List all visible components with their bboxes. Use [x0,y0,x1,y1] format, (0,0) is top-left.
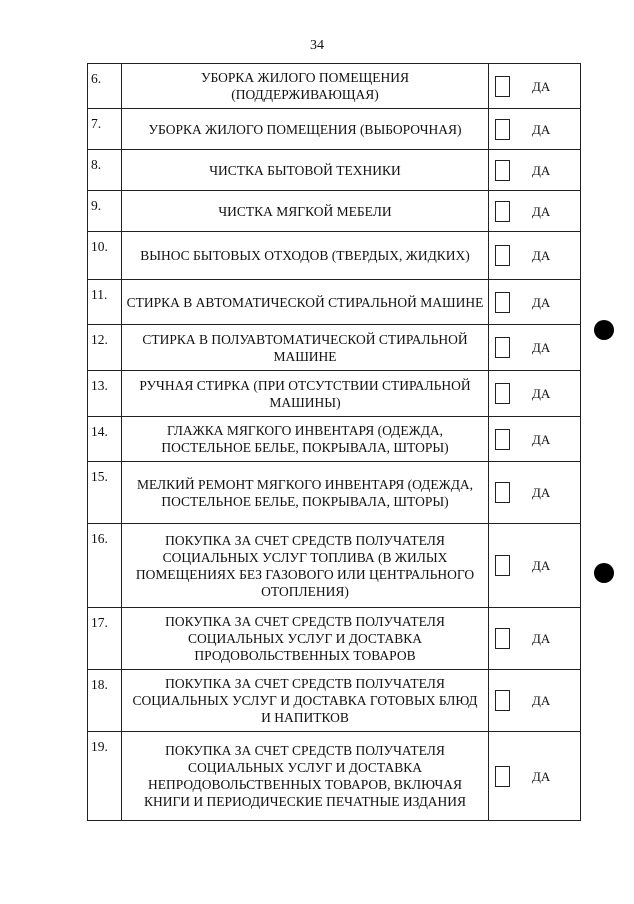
answer-cell [489,524,581,608]
answer-label: ДА [532,121,551,137]
answer-group [489,201,580,222]
answer-label: ДА [532,693,551,708]
answer-label: ДА [532,294,551,310]
service-name: ЧИСТКА БЫТОВОЙ ТЕХНИКИ [122,150,489,191]
table-row [88,150,581,191]
checkbox[interactable] [495,383,510,404]
answer-cell [489,417,581,462]
row-number: 6. [88,64,122,109]
row-number: 14. [88,417,122,462]
service-name: ГЛАЖКА МЯГКОГО ИНВЕНТАРЯ (ОДЕЖДА, ПОСТЕЛЬНОЕ БЕЛЬЕ, ПОКРЫВАЛА, ШТОРЫ) [122,417,489,462]
checkbox[interactable] [495,201,510,222]
answer-group [489,119,580,140]
row-number: 11. [88,280,122,325]
answer-cell [489,232,581,280]
answer-cell [489,150,581,191]
binder-hole-upper [594,320,614,340]
service-name: РУЧНАЯ СТИРКА (ПРИ ОТСУТСТВИИ СТИРАЛЬНОЙ МАШИНЫ) [122,371,489,417]
answer-cell [489,462,581,524]
service-name: ПОКУПКА ЗА СЧЕТ СРЕДСТВ ПОЛУЧАТЕЛЯ СОЦИАЛЬНЫХ УСЛУГ И ДОСТАВКА НЕПРОДОВОЛЬСТВЕННЫХ ТОВАРОВ, ВКЛЮЧАЯ КНИГИ И ПЕРИОДИЧЕСКИЕ ПЕЧАТНЫЕ ИЗДАНИЯ [122,732,489,821]
row-number: 7. [88,109,122,150]
row-number: 10. [88,232,122,280]
services-table-body [88,64,581,821]
answer-cell [489,191,581,232]
answer-group [489,766,580,787]
service-name: ПОКУПКА ЗА СЧЕТ СРЕДСТВ ПОЛУЧАТЕЛЯ СОЦИАЛЬНЫХ УСЛУГ И ДОСТАВКА ГОТОВЫХ БЛЮД И НАПИТКОВ [122,670,489,732]
checkbox[interactable] [495,766,510,787]
table-row [88,325,581,371]
row-number: 12. [88,325,122,371]
answer-group [489,160,580,181]
answer-group [489,482,580,503]
answer-cell [489,732,581,821]
answer-label: ДА [532,248,551,263]
answer-group [489,292,580,313]
service-name: ПОКУПКА ЗА СЧЕТ СРЕДСТВ ПОЛУЧАТЕЛЯ СОЦИАЛЬНЫХ УСЛУГ И ДОСТАВКА ПРОДОВОЛЬСТВЕННЫХ ТОВАРОВ [122,608,489,670]
answer-label: ДА [532,78,551,94]
service-name: СТИРКА В ПОЛУАВТОМАТИЧЕСКОЙ СТИРАЛЬНОЙ МАШИНЕ [122,325,489,371]
binder-hole-lower [594,563,614,583]
row-number: 18. [88,670,122,732]
answer-label: ДА [532,631,551,646]
service-name: ЧИСТКА МЯГКОЙ МЕБЕЛИ [122,191,489,232]
answer-cell [489,325,581,371]
answer-cell [489,280,581,325]
checkbox[interactable] [495,292,510,313]
table-row [88,732,581,821]
page-number: 34 [310,38,324,53]
answer-group [489,555,580,576]
checkbox[interactable] [495,245,510,266]
service-name: ВЫНОС БЫТОВЫХ ОТХОДОВ (ТВЕРДЫХ, ЖИДКИХ) [122,232,489,280]
checkbox[interactable] [495,429,510,450]
answer-group [489,76,580,97]
answer-group [489,429,580,450]
answer-cell [489,64,581,109]
answer-label: ДА [532,340,551,355]
row-number: 19. [88,732,122,821]
answer-label: ДА [532,203,551,219]
row-number: 16. [88,524,122,608]
checkbox[interactable] [495,555,510,576]
service-name: УБОРКА ЖИЛОГО ПОМЕЩЕНИЯ (ВЫБОРОЧНАЯ) [122,109,489,150]
table-row [88,670,581,732]
table-row [88,109,581,150]
answer-label: ДА [532,768,551,784]
answer-group [489,245,580,266]
row-number: 13. [88,371,122,417]
service-name: МЕЛКИЙ РЕМОНТ МЯГКОГО ИНВЕНТАРЯ (ОДЕЖДА, ПОСТЕЛЬНОЕ БЕЛЬЕ, ПОКРЫВАЛА, ШТОРЫ) [122,462,489,524]
row-number: 15. [88,462,122,524]
checkbox[interactable] [495,119,510,140]
table-row [88,280,581,325]
answer-cell [489,371,581,417]
checkbox[interactable] [495,628,510,649]
table-row [88,417,581,462]
service-name: ПОКУПКА ЗА СЧЕТ СРЕДСТВ ПОЛУЧАТЕЛЯ СОЦИАЛЬНЫХ УСЛУГ ТОПЛИВА (В ЖИЛЫХ ПОМЕЩЕНИЯХ БЕЗ ГАЗОВОГО ИЛИ ЦЕНТРАЛЬНОГО ОТОПЛЕНИЯ) [122,524,489,608]
checkbox[interactable] [495,337,510,358]
answer-group [489,690,580,711]
service-name: УБОРКА ЖИЛОГО ПОМЕЩЕНИЯ (ПОДДЕРЖИВАЮЩАЯ) [122,64,489,109]
checkbox[interactable] [495,160,510,181]
checkbox[interactable] [495,76,510,97]
row-number: 8. [88,150,122,191]
service-name: СТИРКА В АВТОМАТИЧЕСКОЙ СТИРАЛЬНОЙ МАШИНЕ [122,280,489,325]
answer-cell [489,109,581,150]
table-row [88,232,581,280]
answer-group [489,337,580,358]
answer-label: ДА [532,485,551,500]
checkbox[interactable] [495,690,510,711]
table-row [88,191,581,232]
answer-cell [489,608,581,670]
row-number: 17. [88,608,122,670]
answer-cell [489,670,581,732]
table-row [88,524,581,608]
answer-group [489,628,580,649]
answer-label: ДА [532,386,551,401]
answer-group [489,383,580,404]
table-row [88,462,581,524]
table-row [88,64,581,109]
row-number: 9. [88,191,122,232]
services-table [87,63,581,821]
answer-label: ДА [532,431,551,447]
checkbox[interactable] [495,482,510,503]
answer-label: ДА [532,162,551,178]
table-row [88,371,581,417]
table-row [88,608,581,670]
answer-label: ДА [532,558,551,573]
